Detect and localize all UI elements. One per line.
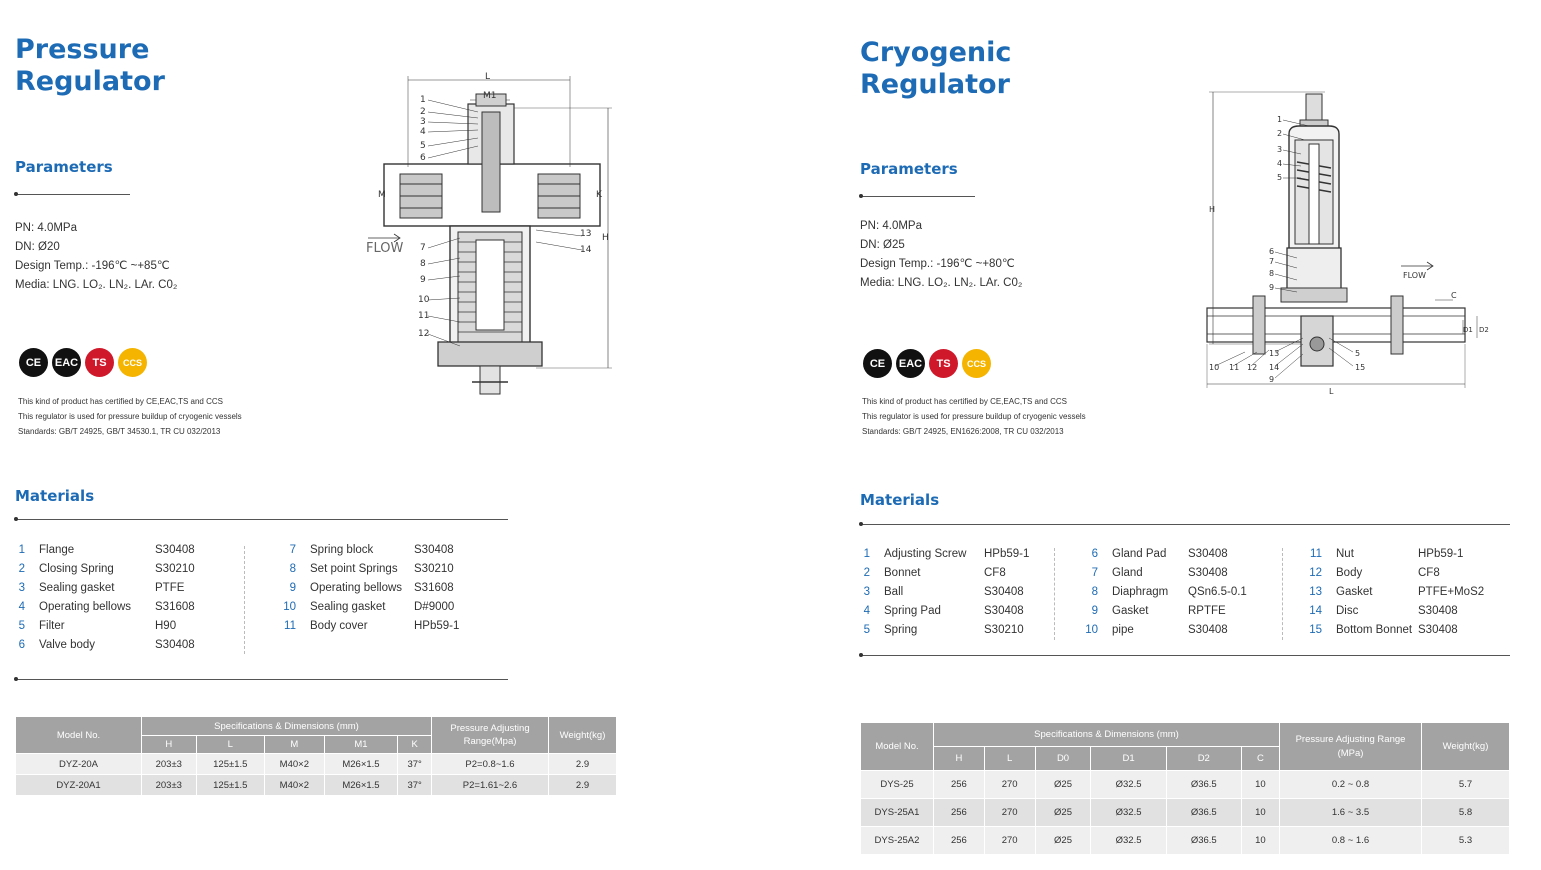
callout-11: 11: [1229, 363, 1240, 372]
material-grade: S31608: [155, 601, 195, 613]
material-row: [276, 617, 494, 636]
col-k: K: [398, 736, 432, 754]
cell-m: M40×2: [264, 775, 324, 796]
material-number: 3: [18, 582, 25, 594]
ccs-logo: CCS: [962, 349, 991, 378]
cell-c: 10: [1241, 799, 1279, 827]
material-part: Set point Springs: [310, 563, 398, 575]
material-part: Operating bellows: [310, 582, 403, 594]
callout-8: 8: [420, 259, 426, 269]
parameters-heading: Parameters: [860, 160, 958, 178]
divider: [15, 519, 508, 520]
table-row: [861, 799, 1510, 827]
cell-range: 0.2 ~ 0.8: [1280, 771, 1422, 799]
material-part: Ball: [884, 586, 904, 598]
material-row: [860, 602, 1056, 621]
cell-model: DYS-25: [861, 771, 934, 799]
material-row: [15, 541, 235, 560]
material-grade: PTFE+MoS2: [1418, 586, 1485, 598]
callout-5b: 5: [1355, 349, 1361, 358]
cell-d0: Ø25: [1035, 799, 1091, 827]
material-grade: PTFE: [155, 582, 185, 594]
material-row: [1084, 621, 1268, 640]
material-grade: HPb59-1: [414, 620, 460, 632]
note-cert: This kind of product has certified by CE,EAC,TS and CCS: [862, 397, 1067, 406]
cell-d1: Ø32.5: [1091, 799, 1166, 827]
table-row: [16, 754, 617, 775]
material-number: 8: [289, 563, 296, 575]
material-part: Bottom Bonnet: [1336, 624, 1413, 636]
material-number: 11: [284, 620, 296, 632]
cell-h: 203±3: [142, 775, 197, 796]
callout-12: 12: [418, 329, 430, 339]
col-l: L: [196, 736, 264, 754]
cell-l: 270: [984, 771, 1035, 799]
material-grade: S30408: [1418, 624, 1458, 636]
material-row: [860, 621, 1056, 640]
callout-5: 5: [1277, 173, 1283, 182]
cryogenic-regulator-drawing: [1205, 82, 1505, 394]
divider: [860, 655, 1510, 656]
material-part: Adjusting Screw: [884, 548, 967, 560]
cell-model: DYS-25A2: [861, 827, 934, 855]
dim-d2-label: D2: [1479, 326, 1489, 334]
cell-c: 10: [1241, 771, 1279, 799]
callout-13: 13: [580, 229, 592, 239]
col-d0: D0: [1035, 747, 1091, 771]
material-row: [276, 541, 494, 560]
eac-logo: EAC: [52, 348, 81, 377]
cell-m1: M26×1.5: [324, 775, 398, 796]
model-header: Model No.: [16, 717, 142, 754]
flow-label: FLOW: [366, 241, 404, 256]
material-grade: S30408: [1418, 605, 1458, 617]
parameters-heading: Parameters: [15, 158, 113, 176]
material-number: 9: [289, 582, 296, 594]
material-part: Gasket: [1336, 586, 1373, 598]
callout-3: 3: [1277, 145, 1283, 154]
callout-4: 4: [1277, 159, 1283, 168]
param-pn: PN: 4.0MPa: [15, 222, 77, 234]
callout-9: 9: [1269, 283, 1275, 292]
callout-12: 12: [1247, 363, 1258, 372]
material-part: Disc: [1336, 605, 1359, 617]
pressure-regulator-drawing: [360, 72, 622, 404]
callout-10: 10: [1209, 363, 1220, 372]
cell-range: 1.6 ~ 3.5: [1280, 799, 1422, 827]
cell-d1: Ø32.5: [1091, 827, 1166, 855]
callout-1: 1: [420, 95, 426, 105]
cell-range: P2=1.61~2.6: [432, 775, 549, 796]
material-row: [860, 583, 1056, 602]
certification-logos: [19, 348, 147, 377]
param-media: Media: LNG. LO₂. LN₂. LAr. C0₂: [15, 279, 178, 291]
material-grade: HPb59-1: [1418, 548, 1464, 560]
material-grade: S31608: [414, 582, 454, 594]
material-grade: S30210: [155, 563, 195, 575]
material-grade: S30210: [984, 624, 1024, 636]
cell-k: 37°: [398, 775, 432, 796]
dim-h-label: H: [1209, 205, 1216, 214]
materials-column-2: [1084, 545, 1268, 640]
cell-d2: Ø36.5: [1166, 799, 1241, 827]
title-line-1: Pressure: [15, 34, 150, 65]
material-number: 14: [1309, 605, 1322, 617]
material-number: 4: [863, 605, 870, 617]
material-part: Bonnet: [884, 567, 921, 579]
callout-3: 3: [420, 117, 426, 127]
parameters-list: [860, 217, 1022, 293]
material-number: 4: [18, 601, 25, 613]
material-part: Operating bellows: [39, 601, 132, 613]
table-row: [861, 827, 1510, 855]
range-header: Pressure Adjusting Range(Mpa): [432, 717, 549, 754]
material-row: [1308, 583, 1498, 602]
cell-h: 203±3: [142, 754, 197, 775]
certification-logos: [863, 349, 991, 378]
dim-k-label: K: [596, 190, 602, 200]
material-grade: QSn6.5-0.1: [1188, 586, 1247, 598]
material-grade: S30408: [984, 586, 1024, 598]
col-h: H: [142, 736, 197, 754]
callout-1: 1: [1277, 115, 1283, 124]
material-row: [1308, 621, 1498, 640]
material-part: Spring Pad: [884, 605, 941, 617]
col-d2: D2: [1166, 747, 1241, 771]
param-dn: DN: Ø20: [15, 241, 60, 253]
flow-label: FLOW: [1403, 271, 1426, 280]
cell-model: DYS-25A1: [861, 799, 934, 827]
material-grade: HPb59-1: [984, 548, 1030, 560]
ts-logo: TS: [85, 348, 114, 377]
material-number: 1: [18, 544, 25, 556]
col-m1: M1: [324, 736, 398, 754]
range-header: Pressure Adjusting Range (MPa): [1280, 723, 1422, 771]
model-header: Model No.: [861, 723, 934, 771]
column-separator: [1282, 548, 1283, 640]
material-number: 2: [18, 563, 25, 575]
cell-m: M40×2: [264, 754, 324, 775]
cell-m1: M26×1.5: [324, 754, 398, 775]
material-number: 13: [1309, 586, 1322, 598]
title-line-2: Regulator: [860, 69, 1010, 100]
table-row: [16, 775, 617, 796]
material-number: 7: [289, 544, 296, 556]
spec-header: Specifications & Dimensions (mm): [934, 723, 1280, 747]
note-standards: Standards: GB/T 24925, GB/T 34530.1, TR CU 032/2013: [18, 427, 221, 436]
param-temp: Design Temp.: -196℃ ~+80℃: [860, 258, 1015, 270]
callout-11: 11: [418, 311, 430, 321]
material-row: [1308, 564, 1498, 583]
param-media: Media: LNG. LO₂. LN₂. LAr. C0₂: [860, 277, 1023, 289]
material-row: [15, 598, 235, 617]
col-c: C: [1241, 747, 1279, 771]
material-part: Gasket: [1112, 605, 1149, 617]
material-row: [1084, 602, 1268, 621]
material-grade: S30408: [155, 544, 195, 556]
cell-model: DYZ-20A1: [16, 775, 142, 796]
dim-l-label: L: [485, 72, 491, 82]
title-line-2: Regulator: [15, 66, 165, 97]
col-d1: D1: [1091, 747, 1166, 771]
material-part: Nut: [1336, 548, 1354, 560]
material-part: Body: [1336, 567, 1363, 579]
material-number: 1: [863, 548, 870, 560]
material-number: 2: [863, 567, 870, 579]
dim-l-label: L: [1329, 387, 1334, 394]
callout-9: 9: [420, 275, 426, 285]
dim-m-label: M: [378, 190, 386, 200]
param-temp: Design Temp.: -196℃ ~+85℃: [15, 260, 170, 272]
column-separator: [1054, 548, 1055, 640]
callout-14: 14: [580, 245, 592, 255]
cell-weight: 5.8: [1422, 799, 1510, 827]
material-number: 12: [1309, 567, 1322, 579]
dim-d1-label: D1: [1463, 326, 1473, 334]
ce-logo: CE: [19, 348, 48, 377]
material-part: Sealing gasket: [39, 582, 115, 594]
material-row: [15, 579, 235, 598]
material-number: 8: [1091, 586, 1098, 598]
ccs-logo: CCS: [118, 348, 147, 377]
material-grade: S30408: [984, 605, 1024, 617]
divider: [15, 194, 130, 195]
material-number: 5: [18, 620, 25, 632]
divider: [860, 524, 1510, 525]
callout-10: 10: [418, 295, 430, 305]
page-title: [860, 37, 1011, 101]
pressure-regulator-page: [0, 0, 770, 870]
callout-8: 8: [1269, 269, 1275, 278]
cell-c: 10: [1241, 827, 1279, 855]
cell-model: DYZ-20A: [16, 754, 142, 775]
material-row: [1084, 583, 1268, 602]
callout-7: 7: [1269, 257, 1275, 266]
material-number: 5: [863, 624, 870, 636]
page-title: [15, 34, 165, 98]
materials-column-1: [15, 541, 235, 655]
material-number: 10: [283, 601, 296, 613]
material-part: Filter: [39, 620, 65, 632]
divider: [860, 196, 975, 197]
material-part: Gland Pad: [1112, 548, 1167, 560]
material-part: Body cover: [310, 620, 368, 632]
material-part: Flange: [39, 544, 75, 556]
callout-7: 7: [420, 243, 426, 253]
column-separator: [244, 546, 245, 654]
material-row: [1084, 545, 1268, 564]
callout-9b: 9: [1269, 375, 1275, 384]
material-part: Spring: [884, 624, 918, 636]
col-h: H: [934, 747, 985, 771]
material-grade: S30408: [155, 639, 195, 651]
material-number: 7: [1091, 567, 1098, 579]
material-row: [1308, 545, 1498, 564]
cell-weight: 2.9: [549, 775, 617, 796]
material-row: [276, 598, 494, 617]
material-grade: D#9000: [414, 601, 455, 613]
material-row: [15, 560, 235, 579]
material-number: 6: [18, 639, 25, 651]
material-row: [1308, 602, 1498, 621]
material-part: Spring block: [310, 544, 374, 556]
cell-d2: Ø36.5: [1166, 771, 1241, 799]
cell-range: P2=0.8~1.6: [432, 754, 549, 775]
note-usage: This regulator is used for pressure buildup of cryogenic vessels: [862, 412, 1086, 421]
callout-15: 15: [1355, 363, 1366, 372]
note-usage: This regulator is used for pressure buildup of cryogenic vessels: [18, 412, 242, 421]
divider: [15, 679, 508, 680]
material-part: Gland: [1112, 567, 1143, 579]
material-part: Diaphragm: [1112, 586, 1169, 598]
material-grade: CF8: [1418, 567, 1440, 579]
material-grade: RPTFE: [1188, 605, 1226, 617]
cell-l: 270: [984, 827, 1035, 855]
materials-heading: Materials: [15, 487, 95, 505]
material-row: [15, 617, 235, 636]
cell-weight: 5.3: [1422, 827, 1510, 855]
spec-header: Specifications & Dimensions (mm): [142, 717, 432, 736]
weight-header: Weight(kg): [1422, 723, 1510, 771]
material-part: Valve body: [39, 639, 96, 651]
certification-notes: [862, 394, 1086, 439]
callout-14: 14: [1269, 363, 1280, 372]
note-standards: Standards: GB/T 24925, EN1626:2008, TR CU 032/2013: [862, 427, 1064, 436]
param-dn: DN: Ø25: [860, 239, 905, 251]
cell-h: 256: [934, 799, 985, 827]
cell-h: 256: [934, 827, 985, 855]
cell-l: 125±1.5: [196, 775, 264, 796]
materials-column-2: [276, 541, 494, 636]
callout-2: 2: [1277, 129, 1283, 138]
cell-l: 270: [984, 799, 1035, 827]
ts-logo: TS: [929, 349, 958, 378]
dim-c-label: C: [1451, 291, 1457, 300]
cell-range: 0.8 ~ 1.6: [1280, 827, 1422, 855]
col-m: M: [264, 736, 324, 754]
material-row: [276, 579, 494, 598]
material-grade: S30210: [414, 563, 454, 575]
cell-k: 37°: [398, 754, 432, 775]
material-part: pipe: [1112, 624, 1134, 636]
dim-m1-label: M1: [483, 91, 497, 101]
title-line-1: Cryogenic: [860, 37, 1012, 68]
callout-5: 5: [420, 141, 426, 151]
spec-table: [860, 722, 1510, 855]
cell-h: 256: [934, 771, 985, 799]
cell-d0: Ø25: [1035, 827, 1091, 855]
material-grade: S30408: [414, 544, 454, 556]
material-number: 11: [1310, 548, 1322, 560]
callout-6: 6: [420, 153, 426, 163]
callout-4: 4: [420, 127, 426, 137]
material-grade: S30408: [1188, 567, 1228, 579]
materials-column-1: [860, 545, 1056, 640]
material-row: [860, 545, 1056, 564]
callout-2: 2: [420, 107, 426, 117]
cell-d2: Ø36.5: [1166, 827, 1241, 855]
table-row: [861, 771, 1510, 799]
callout-6: 6: [1269, 247, 1275, 256]
material-row: [276, 560, 494, 579]
col-l: L: [984, 747, 1035, 771]
material-grade: CF8: [984, 567, 1006, 579]
material-number: 15: [1309, 624, 1322, 636]
material-number: 9: [1091, 605, 1098, 617]
cell-weight: 2.9: [549, 754, 617, 775]
materials-heading: Materials: [860, 491, 940, 509]
material-grade: S30408: [1188, 624, 1228, 636]
cell-d1: Ø32.5: [1091, 771, 1166, 799]
cell-weight: 5.7: [1422, 771, 1510, 799]
callout-13: 13: [1269, 349, 1280, 358]
material-grade: H90: [155, 620, 177, 632]
note-cert: This kind of product has certified by CE,EAC,TS and CCS: [18, 397, 223, 406]
cell-l: 125±1.5: [196, 754, 264, 775]
dim-h-label: H: [602, 233, 609, 243]
cell-d0: Ø25: [1035, 771, 1091, 799]
spec-table: [15, 716, 617, 796]
eac-logo: EAC: [896, 349, 925, 378]
certification-notes: [18, 394, 242, 439]
parameters-list: [15, 219, 177, 295]
material-row: [15, 636, 235, 655]
material-part: Closing Spring: [39, 563, 114, 575]
material-part: Sealing gasket: [310, 601, 386, 613]
material-row: [860, 564, 1056, 583]
materials-column-3: [1308, 545, 1498, 640]
material-number: 3: [863, 586, 870, 598]
weight-header: Weight(kg): [549, 717, 617, 754]
ce-logo: CE: [863, 349, 892, 378]
material-number: 6: [1091, 548, 1098, 560]
material-grade: S30408: [1188, 548, 1228, 560]
cryogenic-regulator-page: [770, 0, 1540, 870]
material-number: 10: [1085, 624, 1098, 636]
material-row: [1084, 564, 1268, 583]
param-pn: PN: 4.0MPa: [860, 220, 922, 232]
